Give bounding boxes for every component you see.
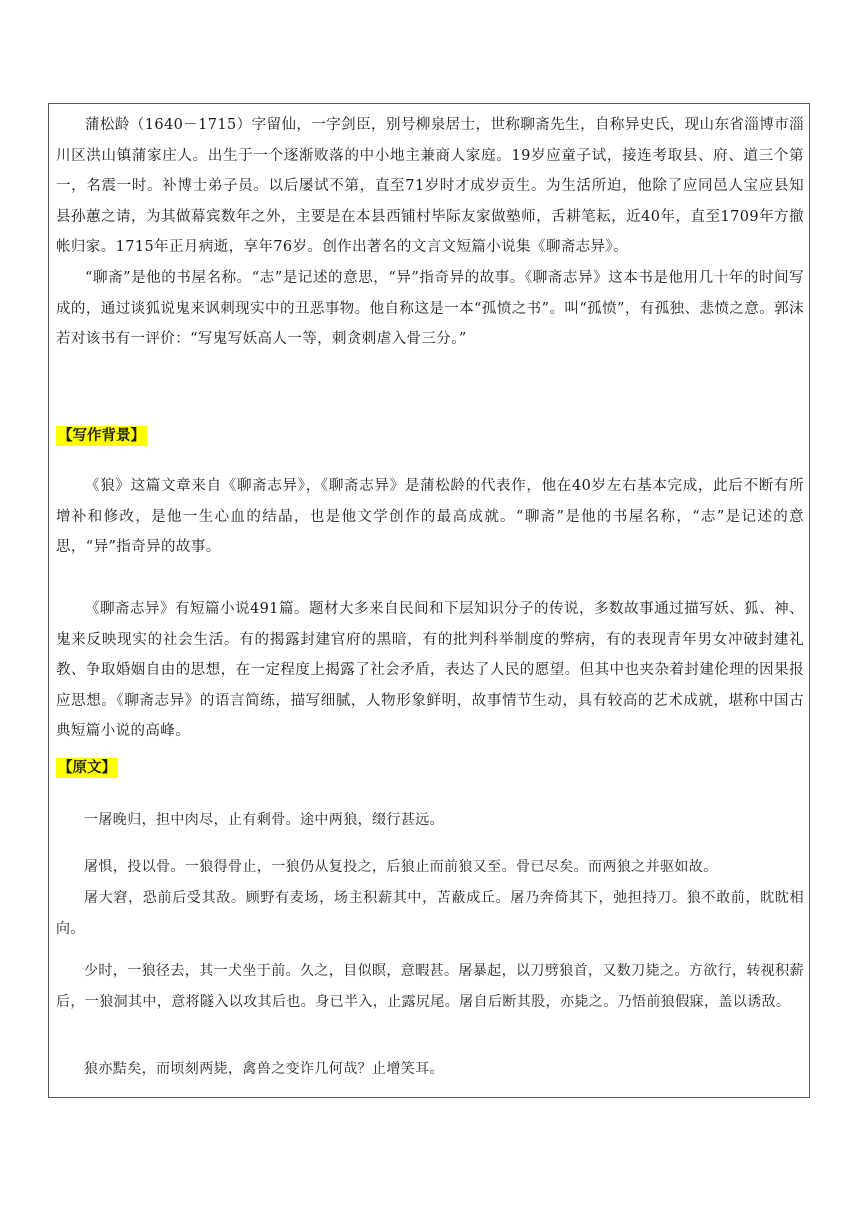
original-text-heading-text: 【原文】 (58, 760, 116, 776)
background-paragraph-1: 《狼》这篇文章来自《聊斋志异》，《聊斋志异》是蒲松龄的代表作，他在40岁左右基本完成，此后不断有所增补和修改，是他一生心血的结晶，也是他文学创作的最高成就。“聊斋”是他的书屋名称，“志”是记述的意思，“异”指奇异的故事。 (56, 478, 804, 555)
writing-background-heading (56, 424, 147, 445)
original-paragraph-4: 少时，一狼径去，其一犬坐于前。久之，目似瞑，意暇甚。屠暴起，以刀劈狼首，又数刀毙之。方欲行，转视积薪后，一狼洞其中，意将隧入以攻其后也。身已半入，止露尻尾。屠自后断其股，亦毙之。乃悟前狼假寐，盖以诱敌。 (56, 963, 804, 1010)
background-paragraph-2: 《聊斋志异》有短篇小说491篇。题材大多来自民间和下层知识分子的传说，多数故事通过描写妖、狐、神、鬼来反映现实的社会生活。有的揭露封建官府的黑暗，有的批判科举制度的弊病，有的表现青年男女冲破封建礼教、争取婚姻自由的思想，在一定程度上揭露了社会矛盾，表达了人民的愿望。但其中也夹杂着封建伦理的因果报应思想。《聊斋志异》的语言简练，描写细腻，人物形象鲜明，故事情节生动，具有较高的艺术成就，堪称中国古典短篇小说的高峰。 (56, 601, 804, 739)
bio-paragraph-1: 蒲松龄（1640－1715）字留仙，一字剑臣，别号柳泉居士，世称聊斋先生，自称异史氏，现山东省淄博市淄川区洪山镇蒲家庄人。出生于一个逐渐败落的中小地主兼商人家庭。19岁应童子试，接连考取县、府、道三个第一，名震一时。补博士弟子员。以后屡试不第，直至71岁时才成岁贡生。为生活所迫，他除了应同邑人宝应县知县孙蕙之请，为其做幕宾数年之外，主要是在本县西铺村毕际友家做塾师，舌耕笔耘，近40年，直至1709年方撤帐归家。1715年正月病逝，享年76岁。创作出著名的文言文短篇小说集《聊斋志异》。 (56, 117, 804, 255)
original-paragraph-2: 屠惧，投以骨。一狼得骨止，一狼仍从复投之，后狼止而前狼又至。骨已尽矣。而两狼之并驱如故。 (84, 859, 718, 875)
original-paragraph-5: 狼亦黠矣，而顷刻两毙，禽兽之变诈几何哉？止增笑耳。 (84, 1061, 444, 1077)
original-paragraph-3: 屠大窘，恐前后受其敌。顾野有麦场，场主积薪其中，苫蔽成丘。屠乃奔倚其下，弛担持刀。狼不敢前，眈眈相向。 (56, 890, 804, 937)
bio-paragraph-2: “聊斋”是他的书屋名称。“志”是记述的意思，“异”指奇异的故事。《聊斋志异》这本书是他用几十年的时间写成的，通过谈狐说鬼来讽刺现实中的丑恶事物。他自称这是一本“孤愤之书”。叫“孤愤”，有孤独、悲愤之意。郭沫若对该书有一评价：“写鬼写妖高人一等，刺贪刺虐入骨三分。” (56, 270, 804, 347)
original-text-heading (56, 756, 118, 777)
original-paragraph-1: 一屠晚归，担中肉尽，止有剩骨。途中两狼，缀行甚远。 (84, 812, 444, 828)
writing-background-heading-text: 【写作背景】 (58, 428, 145, 444)
